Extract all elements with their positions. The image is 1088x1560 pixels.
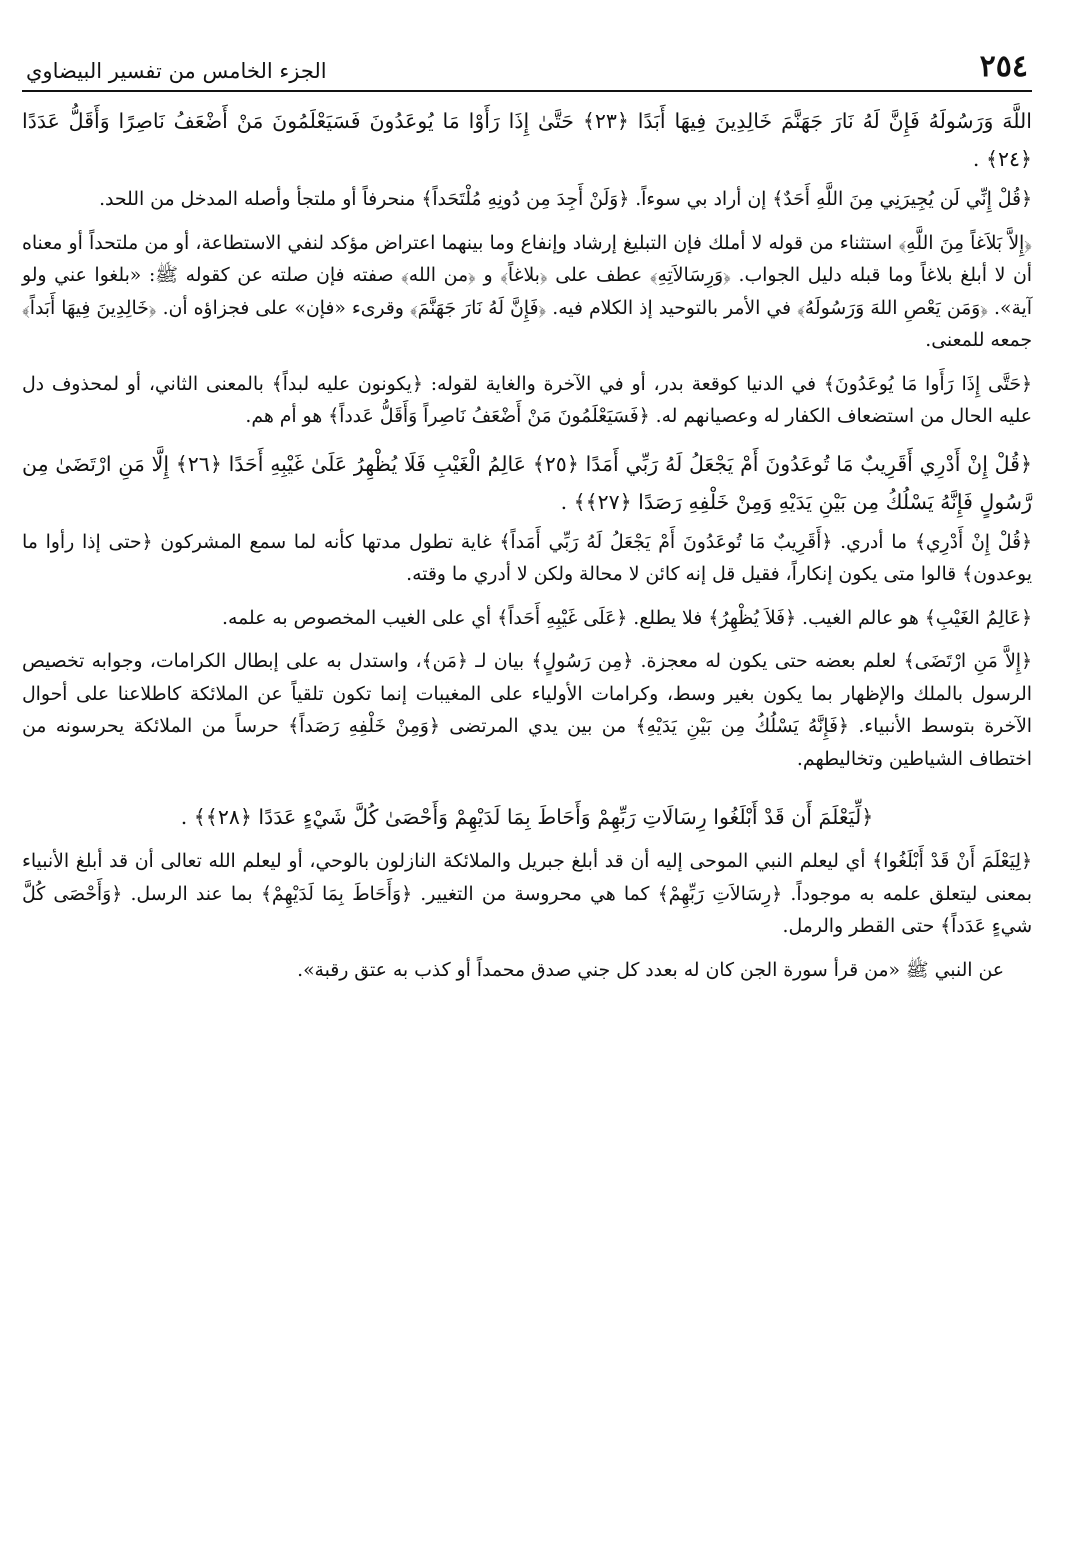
commentary-paragraph: ﴿حَتَّى إِذَا رَأَوا مَا يُوعَدُونَ﴾ في الدنيا كوقعة بدر، أو في الآخرة والغاية لقوله: ﴿يكونون عليه لبداً﴾ بالمعنى الثاني، أو لمحذوف دل عليه الحال من استضعاف الكفار له وعصيانهم له. ﴿فَسَيَعْلَمُونَ مَنْ أَضْعَفُ نَاصِراً وَأَقَلُّ عَدداً﴾ هو أم هم. <box>22 373 1032 427</box>
quran-verses-23-24: اللَّهَ وَرَسُولَهُ فَإِنَّ لَهُ نَارَ جَهَنَّمَ خَالِدِينَ فِيهَا أَبَدًا ﴿٢٣﴾ حَتَّىٰ إِذَا رَأَوْا مَا يُوعَدُونَ فَسَيَعْلَمُونَ مَنْ أَضْعَفُ نَاصِرًا وَأَقَلُّ عَدَدًا ﴿٢٤﴾ . <box>22 109 1032 171</box>
page-content <box>22 102 1032 987</box>
page-header <box>22 49 1032 92</box>
commentary-paragraph: ﴿قُلْ إِنْ أَدْرِي﴾ ما أدري. ﴿أَقَرِيبٌ مَا تُوعَدُونَ أَمْ يَجْعَلُ لَهُ رَبِّي أَمَداً﴾ غاية تطول مدتها كأنه لما سمع المشركون ﴿حتى إذا رأوا ما يوعدون﴾ قالوا متى يكون إنكاراً، فقيل قل إنه كائن لا محالة ولكن لا أدري ما وقته. <box>22 531 1032 585</box>
commentary-paragraph: ﴿إِلاَّ بَلاَغاً مِنَ اللَّهِ﴾ استثناء من قوله لا أملك فإن التبليغ إرشاد وإنفاع وما بينهما اعتراض مؤكد لنفي الاستطاعة، أو من ملتحداً أو معناه أن لا أبلغ بلاغاً وما قبله دليل الجواب. ﴿وَرِسَالاَتِهِ﴾ عطف على ﴿بلاغاً﴾ و ﴿من الله﴾ صفته فإن صلته عن كقوله ﷺ: «بلغوا عني ولو آية». ﴿وَمَن يَعْصِ اللهَ وَرَسُولَهُ﴾ في الأمر بالتوحيد إذ الكلام فيه. ﴿فَإِنَّ لَهُ نَارَ جَهَنَّمَ﴾ وقرىء «فإن» على فجزاؤه أن. ﴿خَالِدِينَ فِيهَا أَبَداً﴾ جمعه للمعنى. <box>22 232 1032 351</box>
commentary-paragraph: ﴿إِلاَّ مَنِ ارْتَضَى﴾ لعلم بعضه حتى يكون له معجزة. ﴿مِن رَسُولٍ﴾ بيان لـ ﴿مَن﴾، واستدل به على إبطال الكرامات، وجوابه تخصيص الرسول بالملك والإظهار بما يكون بغير وسط، وكرامات الأولياء على المغيبات إنما تكون تلقياً عن الملائكة كاطلاعنا على أحوال الآخرة بتوسط الأنبياء. ﴿فَإِنَّهُ يَسْلُكُ مِن بَيْنِ يَدَيْهِ﴾ من بين يدي المرتضى ﴿وَمِنْ خَلْفِهِ رَصَداً﴾ حرساً من الملائكة يحرسونه من اختطاف الشياطين وتخاليطهم. <box>22 651 1032 770</box>
quran-verse-28: ﴿لِّيَعْلَمَ أَن قَدْ أَبْلَغُوا رِسَالَاتِ رَبِّهِمْ وَأَحَاطَ بِمَا لَدَيْهِمْ وَأَحْصَىٰ كُلَّ شَيْءٍ عَدَدًا ﴿٢٨﴾﴾ . <box>180 805 874 829</box>
hadith-note: عن النبي ﷺ «من قرأ سورة الجن كان له بعدد كل جني صدق محمداً أو كذب به عتق رقبة». <box>297 959 1004 981</box>
commentary-paragraph: ﴿لِيَعْلَمَ أَنْ قَدْ أَبْلَغُوا﴾ أي ليعلم النبي الموحى إليه أن قد أبلغ جبريل والملائكة النازلون بالوحي، أو ليعلم الله تعالى أن قد أبلغ الأنبياء بمعنى ليتعلق علمه به موجوداً. ﴿رِسَالاَتِ رَبِّهِمْ﴾ كما هي محروسة من التغيير. ﴿وَأَحَاطَ بِمَا لَدَيْهِمْ﴾ بما عند الرسل. ﴿وَأَحْصَى كُلَّ شيءٍ عَدَداً﴾ حتى القطر والرمل. <box>22 851 1032 937</box>
commentary-paragraph: ﴿عَالِمُ الغَيْبِ﴾ هو عالم الغيب. ﴿فَلاَ يُظْهِرُ﴾ فلا يطلع. ﴿عَلَى غَيْبِهِ أَحَداً﴾ أي على الغيب المخصوص به علمه. <box>221 607 1032 629</box>
quran-verses-25-27: ﴿قُلْ إِنْ أَدْرِي أَقَرِيبٌ مَا تُوعَدُونَ أَمْ يَجْعَلُ لَهُ رَبِّي أَمَدًا ﴿٢٥﴾ عَالِمُ الْغَيْبِ فَلَا يُظْهِرُ عَلَىٰ غَيْبِهِ أَحَدًا ﴿٢٦﴾ إِلَّا مَنِ ارْتَضَىٰ مِن رَّسُولٍ فَإِنَّهُ يَسْلُكُ مِن بَيْنِ يَدَيْهِ وَمِنْ خَلْفِهِ رَصَدًا ﴿٢٧﴾﴾ . <box>22 451 1032 514</box>
commentary-paragraph: ﴿قُلْ إِنِّي لَن يُجِيرَنِي مِنَ اللَّهِ أَحَدٌ﴾ إن أراد بي سوءاً. ﴿وَلَنْ أَجِدَ مِن دُونِهِ مُلْتَحَداً﴾ منحرفاً أو ملتجأ وأصله المدخل من اللحد. <box>99 189 1032 210</box>
page <box>22 49 1032 998</box>
page-number: ٢٥٤ <box>979 49 1028 84</box>
running-title: الجزء الخامس من تفسير البيضاوي <box>26 59 327 83</box>
